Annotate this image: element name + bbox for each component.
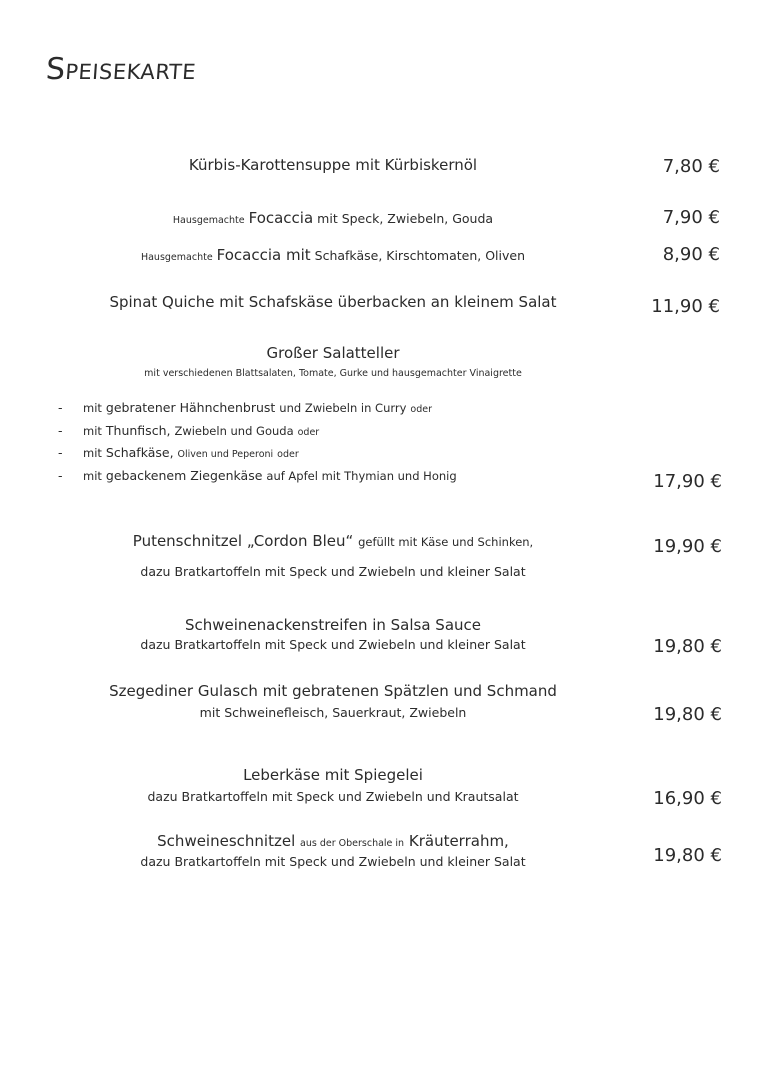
schweineschnitzel-side: dazu Bratkartoffeln mit Speck und Zwiebeln und kleiner Salat (140, 854, 526, 869)
price-schweineschnitzel: 19,80 € (653, 845, 722, 866)
item-name: Focaccia mit (216, 246, 311, 264)
price-gulasch: 19,80 € (653, 704, 722, 725)
salatteller-description: mit verschiedenen Blattsalaten, Tomate, Gurke und hausgemachter Vinaigrette (144, 368, 522, 379)
item-description: gefüllt mit Käse und Schinken, (358, 535, 534, 549)
menu-item-gulasch (109, 682, 557, 700)
item-name: Schweineschnitzel (157, 832, 296, 850)
leberkaese-side: dazu Bratkartoffeln mit Speck und Zwiebeln und Krautsalat (147, 789, 519, 804)
list-item: - mit Schafkäse, Oliven und Peperoni oder (58, 445, 299, 460)
menu-item-suppe (189, 156, 477, 174)
item-name: Leberkäse mit Spiegelei (243, 766, 423, 784)
item-name: Focaccia (248, 209, 314, 227)
list-item: - mit gebackenem Ziegenkäse auf Apfel mit Thymian und Honig (58, 467, 457, 483)
item-description: Schafkäse, Kirschtomaten, Oliven (314, 248, 526, 263)
menu-item-focaccia-2 (141, 246, 525, 264)
gulasch-side: mit Schweinefleisch, Sauerkraut, Zwiebeln (199, 705, 467, 720)
price-focaccia-2: 8,90 € (662, 244, 720, 265)
list-item: - mit Thunfisch, Zwiebeln und Gouda oder (58, 422, 320, 438)
menu-item-quiche (109, 293, 556, 311)
price-suppe: 7,80 € (662, 156, 720, 177)
menu-item-cordon-bleu (133, 532, 533, 550)
menu-item-focaccia-1 (173, 209, 493, 227)
item-name: Großer Salatteller (266, 344, 400, 362)
menu-item-leberkaese (243, 766, 423, 784)
item-name: Spinat Quiche mit Schafskäse überbacken an kleinem Salat (109, 293, 557, 311)
menu-item-salatteller (266, 344, 399, 362)
item-description: mit Speck, Zwiebeln, Gouda (317, 211, 494, 226)
item-name: Putenschnitzel „Cordon Bleu“ (132, 532, 354, 550)
item-name: Kürbis-Karottensuppe mit Kürbiskernöl (188, 156, 478, 174)
dash: - (58, 422, 63, 438)
price-salatteller: 17,90 € (653, 471, 722, 492)
salatteller-options (58, 400, 457, 490)
schweinenacken-side: dazu Bratkartoffeln mit Speck und Zwiebeln und kleiner Salat (140, 637, 526, 652)
menu-item-schweineschnitzel (157, 832, 509, 850)
item-name: Schweinenackenstreifen in Salsa Sauce (184, 616, 482, 634)
price-leberkaese: 16,90 € (653, 788, 722, 809)
dash: - (58, 467, 63, 483)
item-prefix: Hausgemachte (140, 252, 213, 263)
price-focaccia-1: 7,90 € (662, 207, 720, 228)
item-sauce: Kräuterrahm, (408, 832, 509, 850)
list-item: - mit gebratener Hähnchenbrust und Zwiebeln in Curry oder (58, 400, 432, 415)
dash: - (58, 445, 63, 460)
cordon-bleu-side: dazu Bratkartoffeln mit Speck und Zwiebeln und kleiner Salat (140, 564, 526, 579)
item-prefix: Hausgemachte (172, 215, 245, 226)
price-quiche: 11,90 € (651, 296, 720, 317)
item-name: Szegediner Gulasch mit gebratenen Spätzlen und Schmand (109, 682, 557, 700)
dash: - (58, 400, 63, 415)
price-schweinenacken: 19,80 € (653, 636, 722, 657)
price-cordon-bleu: 19,90 € (653, 536, 722, 557)
item-detail: aus der Oberschale in (300, 838, 405, 849)
page-title: Speisekarte (44, 52, 198, 87)
menu-item-schweinenacken (185, 616, 481, 634)
